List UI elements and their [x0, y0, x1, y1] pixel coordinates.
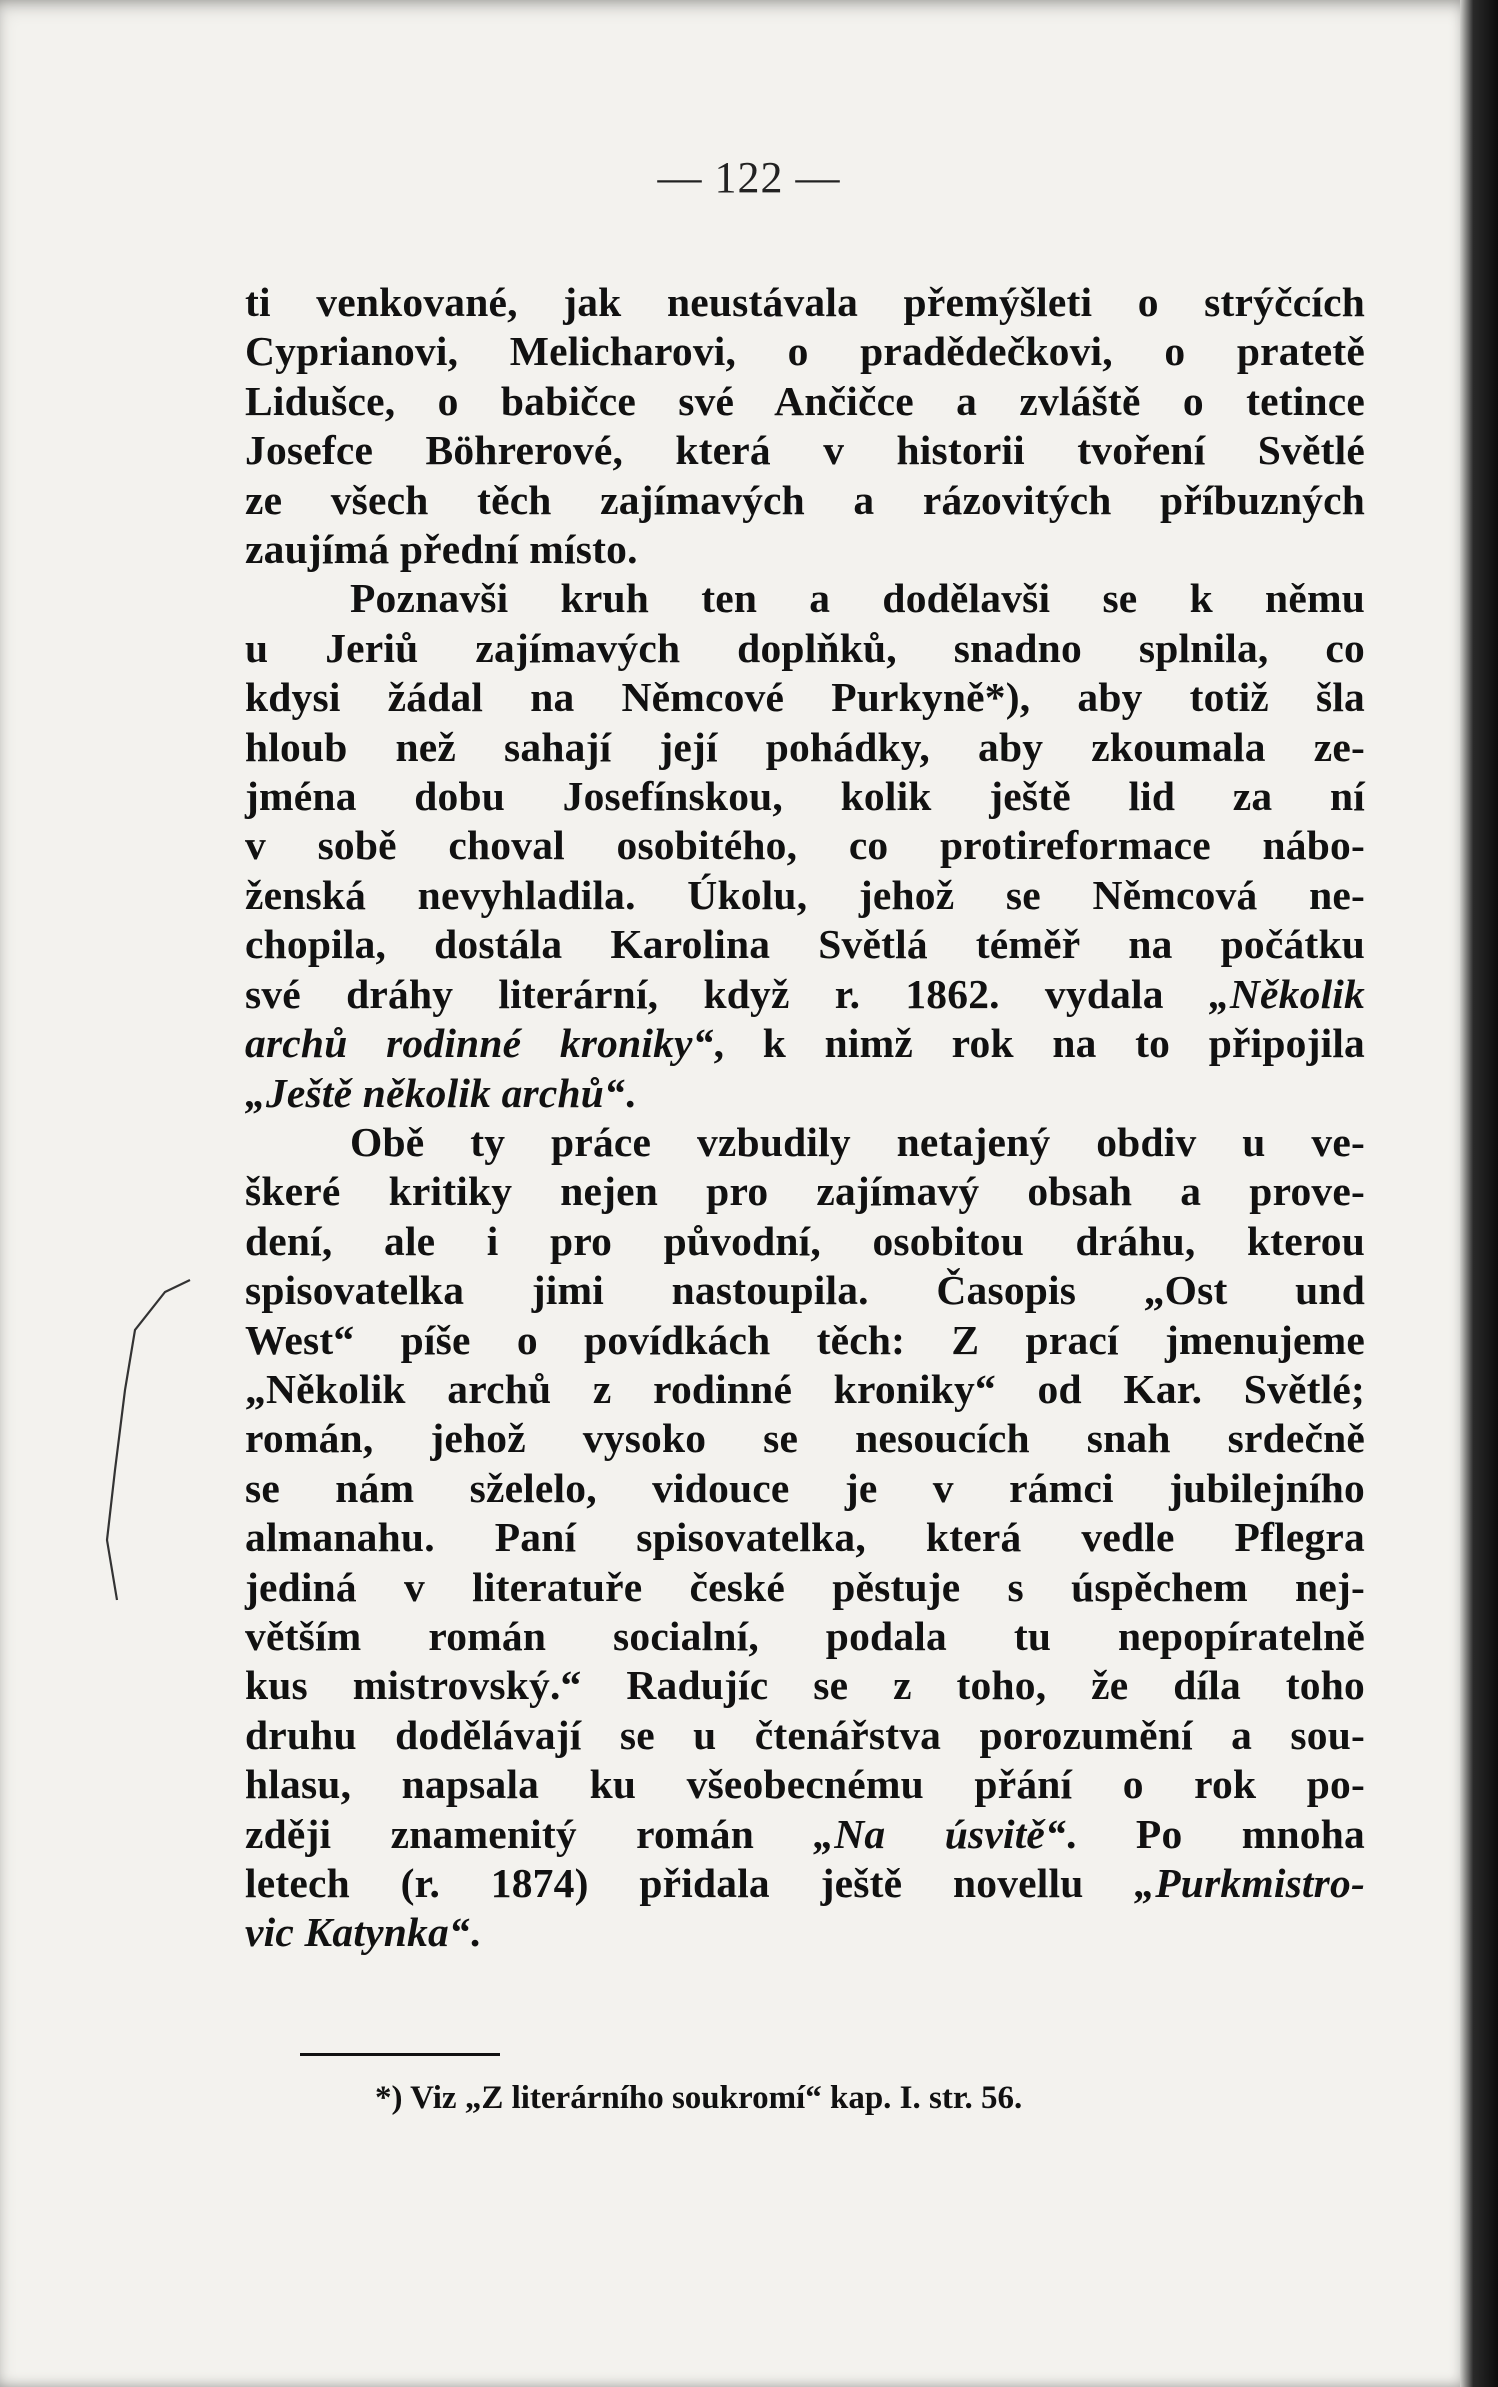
text-line — [245, 1859, 1365, 1908]
text-line — [245, 1464, 1365, 1513]
text-run: almanahu. Paní spisovatelka, která vedle Pflegra — [245, 1514, 1365, 1561]
text-run: kus mistrovský.“ Radujíc se z toho, že díla toho — [245, 1662, 1365, 1709]
pencil-margin-mark — [95, 1270, 205, 1650]
text-line — [245, 920, 1365, 969]
text-run: škeré kritiky nejen pro zajímavý obsah a prove- — [245, 1168, 1365, 1215]
italic-title-text: „Na úsvitě“ — [813, 1810, 1066, 1857]
text-line — [245, 970, 1365, 1019]
text-line — [245, 1661, 1365, 1710]
text-line — [245, 1365, 1365, 1414]
italic-title-text: „Ještě několik archů“ — [245, 1069, 626, 1116]
text-run: letech (r. 1874) přidala ještě novellu — [245, 1860, 1135, 1906]
text-run: Lidušce, o babičce své Ančičce a zvláště o tetince — [245, 377, 1365, 424]
italic-title-text: „Purkmistro- — [1134, 1860, 1365, 1906]
text-run: „Několik archů z rodinné kroniky“ od Kar. Světlé; — [245, 1365, 1365, 1412]
text-line — [245, 1760, 1365, 1809]
page-edge-shadow — [1460, 0, 1498, 2387]
text-line — [245, 624, 1365, 673]
text-line — [245, 772, 1365, 821]
text-line — [245, 1612, 1365, 1661]
text-line — [245, 278, 1365, 327]
text-line — [245, 1118, 1365, 1167]
text-run: spisovatelka jimi nastoupila. Časopis „Ost und — [245, 1267, 1365, 1314]
text-line — [245, 574, 1365, 623]
italic-title-text: vic Katynka“ — [245, 1909, 470, 1956]
text-run: West“ píše o povídkách těch: Z prací jmenujeme — [245, 1316, 1365, 1363]
text-line — [245, 327, 1365, 376]
text-line — [245, 1069, 1365, 1118]
text-run: u Jeriů zajímavých doplňků, snadno splnila, co — [245, 624, 1365, 671]
text-run: . — [469, 1909, 481, 1956]
text-run: chopila, dostála Karolina Světlá téměř na počátku — [245, 921, 1365, 968]
page-number: — 122 — — [657, 153, 841, 202]
text-run: jediná v literatuře české pěstuje s úspěchem nej- — [245, 1563, 1365, 1610]
text-line — [245, 1414, 1365, 1463]
text-run: zaujímá přední místo. — [245, 526, 638, 573]
footnote-rule — [300, 2053, 500, 2056]
text-line — [245, 1513, 1365, 1562]
text-run: Josefce Böhrerové, která v historii tvoření Světlé — [245, 427, 1365, 474]
italic-title-text: „Několik — [1208, 970, 1365, 1017]
text-line — [245, 821, 1365, 870]
body-text — [245, 278, 1365, 1958]
text-line — [245, 723, 1365, 772]
text-line — [245, 1810, 1365, 1859]
text-run: Poznavši kruh ten a dodělavši se k němu — [350, 575, 1365, 622]
text-line — [245, 1711, 1365, 1760]
text-line — [245, 1266, 1365, 1315]
text-run: větším román socialní, podala tu nepopíratelně — [245, 1612, 1365, 1659]
text-run: román, jehož vysoko se nesoucích snah srdečně — [245, 1415, 1365, 1462]
text-line — [245, 1167, 1365, 1216]
text-line — [245, 871, 1365, 920]
text-run: , k nimž rok na to připojila — [713, 1020, 1365, 1067]
text-run: své dráhy literární, když r. 1862. vydala — [245, 970, 1209, 1017]
text-run: ti venkované, jak neustávala přemýšleti o strýčcích — [245, 279, 1365, 325]
text-run: hlasu, napsala ku všeobecnému přání o rok po- — [245, 1761, 1365, 1808]
text-run: Obě ty práce vzbudily netajený obdiv u ve- — [350, 1118, 1365, 1165]
text-run: ženská nevyhladila. Úkolu, jehož se Němcová ne- — [245, 871, 1365, 918]
text-line — [245, 426, 1365, 475]
text-line — [245, 377, 1365, 426]
text-run: se nám sželelo, vidouce je v rámci jubilejního — [245, 1464, 1365, 1511]
text-line — [245, 1019, 1365, 1068]
text-run: druhu dodělávají se u čtenářstva porozumění a sou- — [245, 1711, 1365, 1758]
italic-title-text: archů rodinné kroniky“ — [245, 1020, 714, 1067]
text-run: zději znamenitý román — [245, 1810, 814, 1857]
text-run: . Po mnoha — [1066, 1810, 1365, 1857]
text-line — [245, 1563, 1365, 1612]
footnote: *) Viz „Z literárního soukromí“ kap. I. str. 56. — [375, 2080, 1023, 2116]
text-run: ze všech těch zajímavých a rázovitých příbuzných — [245, 476, 1365, 523]
text-line — [245, 476, 1365, 525]
text-line — [245, 673, 1365, 722]
text-run: v sobě choval osobitého, co protireformace nábo- — [245, 822, 1365, 869]
text-line — [245, 1316, 1365, 1365]
text-line — [245, 1217, 1365, 1266]
text-run: dení, ale i pro původní, osobitou dráhu, kterou — [245, 1217, 1365, 1264]
text-line — [245, 1908, 1365, 1957]
text-run: Cyprianovi, Melicharovi, o pradědečkovi, o pratetě — [245, 328, 1365, 375]
text-line — [245, 525, 1365, 574]
text-run: hloub než sahají její pohádky, aby zkoumala ze- — [245, 723, 1365, 770]
text-run: kdysi žádal na Němcové Purkyně*), aby totiž šla — [245, 674, 1365, 721]
text-run: jména dobu Josefínskou, kolik ještě lid za ní — [245, 773, 1365, 820]
text-run: . — [625, 1069, 636, 1116]
